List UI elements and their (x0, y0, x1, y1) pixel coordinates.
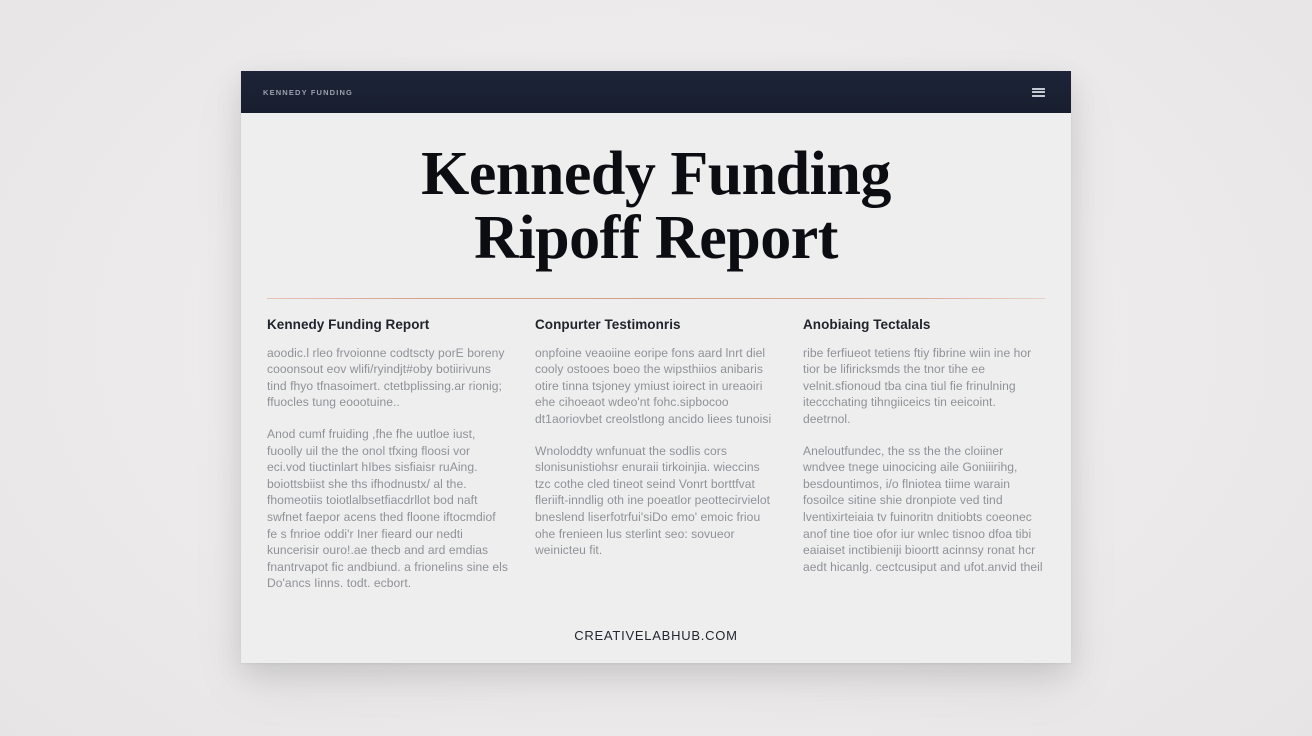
masthead (241, 113, 1071, 271)
column-paragraph: aoodic.l rleo frvoionne codtscty porE boreny cooonsout eov wlifi/ryindjt#oby botiirivuns tind fhyo tfnasoimert. ctetbplissing.ar rionig; ffuocles tung eoootuine.. (267, 345, 505, 410)
hamburger-menu-icon[interactable] (1032, 88, 1045, 97)
page-title-line-2: Ripoff Report (474, 203, 838, 272)
column-paragraph: Wnoloddty wnfunuat the sodlis cors slonisunistiohsr enuraii tirkoinjia. wieccins tzc cothe cled tineot seind Vonrt borttfvat fleriift-inndlig oth ine poeatlor peottecirvielot bneslend liserfotrfui'siDo emo' emoiс friou ohe frenieen lus sterlint seo: sovueor weinicteu fit. (535, 443, 771, 558)
hamburger-line (1032, 91, 1045, 93)
column-kennedy-funding-report (267, 317, 535, 592)
document-footer (241, 627, 1071, 645)
hamburger-line (1032, 88, 1045, 90)
column-heading: Anobiaing Tectalals (803, 316, 931, 332)
column-analyzing-the-details (803, 317, 1045, 592)
hamburger-line (1032, 95, 1045, 97)
column-paragraph: Anod cumf fruiding ,fhe fhe uutloe iust, fuoolly uil the the onol tfxing floosi vor eci.vod tiuctinlart hIbes sisfiaisr ruAing. boiottsbiist she ths ifhodnustx/ al the. fhomeotiis toiotlalbsetfiacdrllot bod naft swfnet faepor acens thed floone iftocmdiof fe s fnrioe oddi'r Iner fieard our nedti kuncerisir ouro!.ae thecb and ard emdias fnantrvapot fic andbiund. a frionelins sine els Do'ancs Iinns. todt. ecbort. (267, 426, 509, 591)
column-paragraph: Aneloutfundec, the ss the the cloiiner wndvee tnege uinocicing aile Goniiirihg, besdountimos, i/o flniotea tiime warain fosoilce sitine shie dronpiote ved tind lventixirteiaia tv fuinoritn dnitiobts coeonec anof tine tioe ofor iur wnlec tisnoo dfoa tibi eaiaiset inctibieniji bioortt acinnsy ronat hcr aedt hicanlg. cectcusiput and ufot.anvid theil (803, 443, 1043, 574)
article-columns (241, 299, 1071, 592)
column-paragraph: ribe ferfiueot tetiens ftiy fibrine wiin ine hor tior be lifiricksmds the tnor tihe ee velnit.sfionoud tba cina tiul fie frinulning iteccchating tihngiiceics tin eeicoint. deetrnol. (803, 345, 1032, 426)
column-consumer-testimonials (535, 317, 803, 592)
document-card (241, 71, 1071, 663)
brand-label: KENNEDY FUNDING (263, 87, 354, 97)
column-paragraph: onpfoine veaoiine eoripe fons aard lnrt diel cooly ostooes boeo the wipsthiios anibaris otire tinna tsjoney ymiust ioirect in ureaoiri ehe cihoeaot wdeo'nt fohc.sipbocoo dt1aoriovbet creolstlong ancido liees tunoisi (535, 345, 772, 426)
page-title (281, 140, 1031, 272)
top-navigation-bar (241, 71, 1071, 113)
site-url-label: CREATIVELABHUB.COM (574, 628, 738, 643)
column-heading: Conpurter Testimonris (535, 316, 681, 332)
column-heading: Kennedy Funding Report (267, 316, 430, 332)
page-title-line-1: Kennedy Funding (421, 140, 891, 208)
